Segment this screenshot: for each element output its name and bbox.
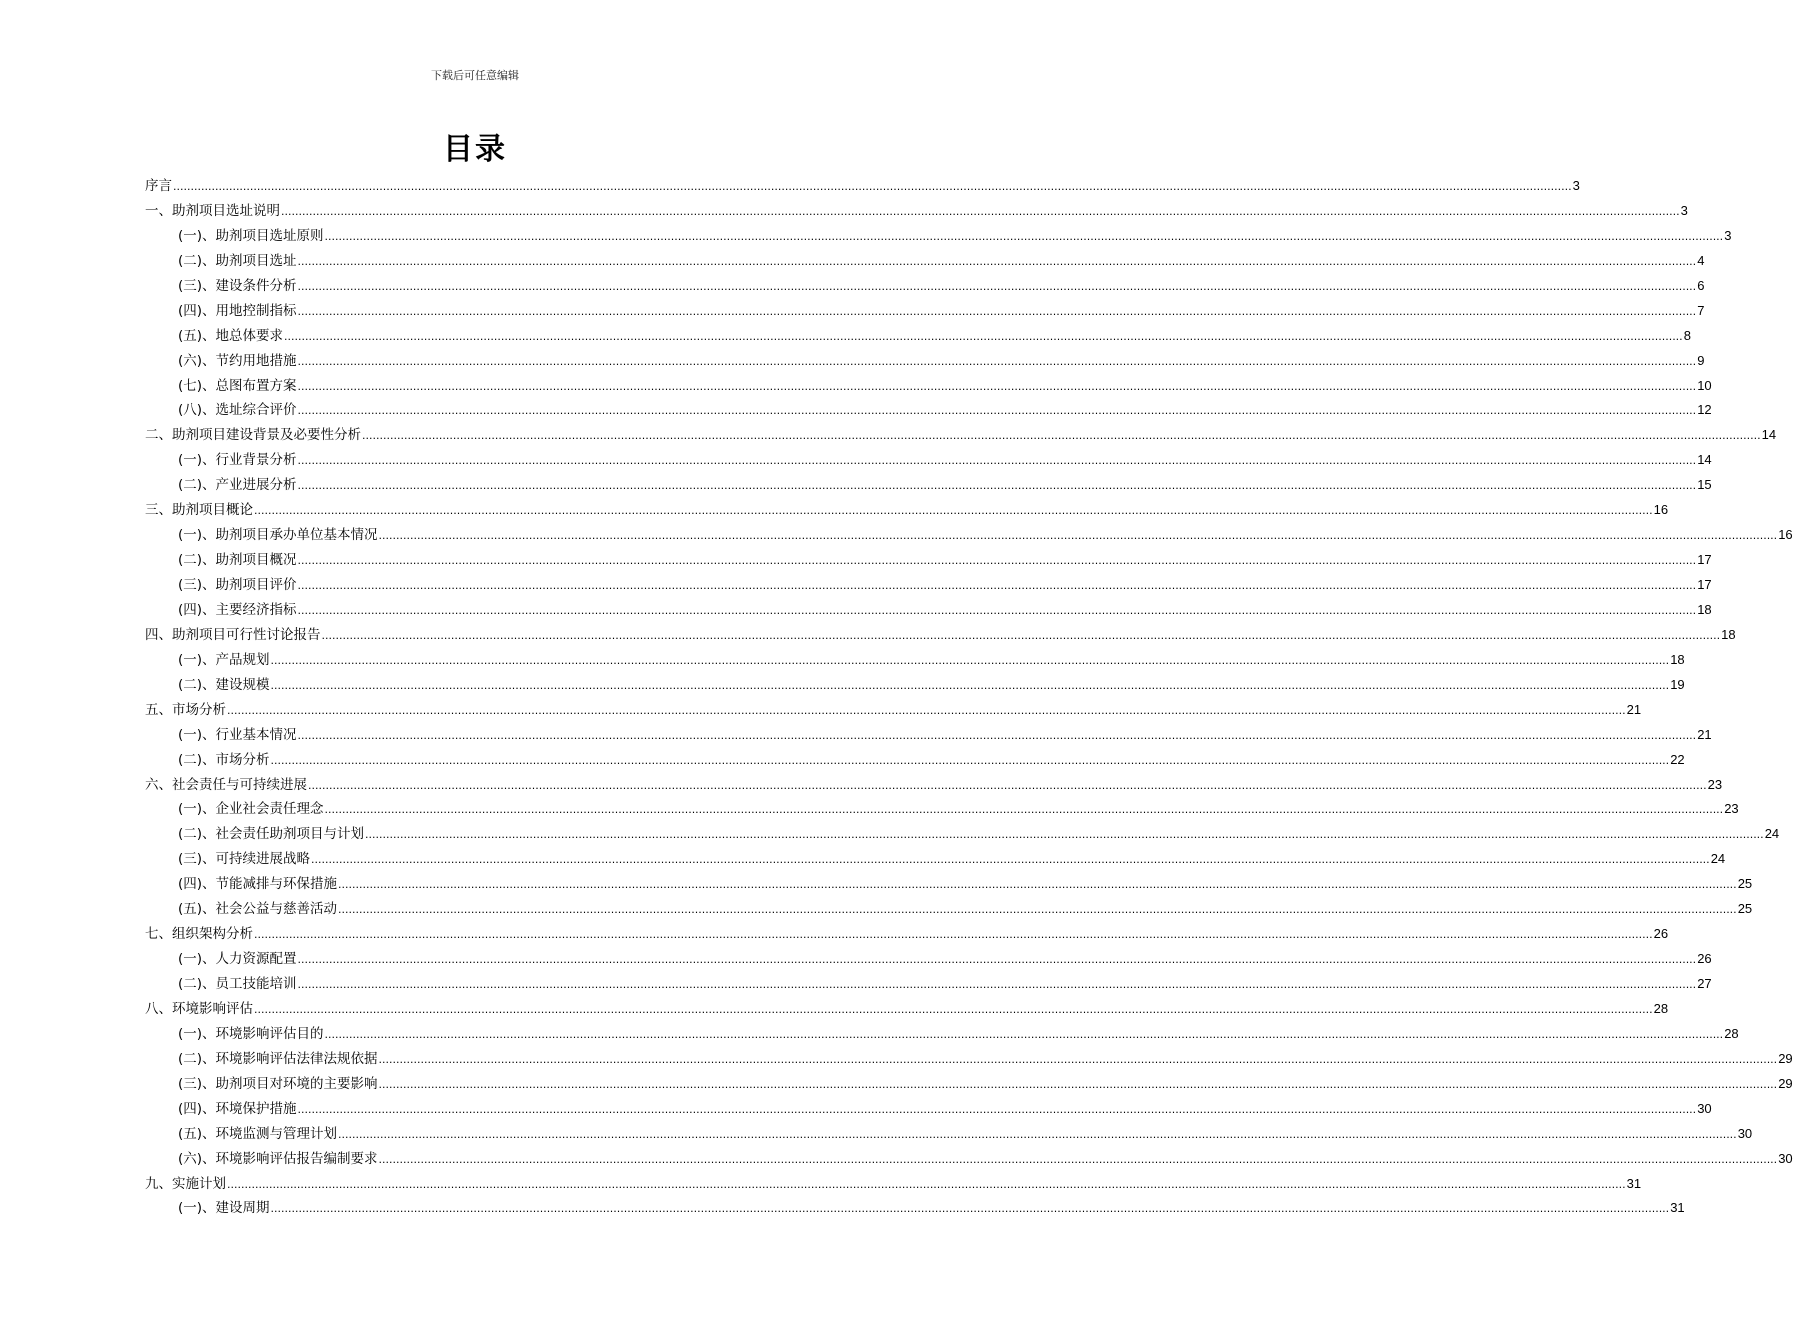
toc-entry-text: 四、助剂项目可行性讨论报告 bbox=[145, 626, 321, 643]
dot-leader: ................................................................................................................................................................................................................................................................................................................................................................................................................ bbox=[281, 204, 1680, 218]
toc-entry-text: (一)、助剂项目选址原则 bbox=[178, 227, 324, 244]
toc-entry-text: (八)、选址综合评价 bbox=[178, 402, 297, 419]
toc-entry[interactable] bbox=[145, 773, 1723, 798]
toc-entry-text: (三)、可持续进展战略 bbox=[178, 851, 311, 868]
dot-leader: ................................................................................................................................................................................................................................................................................................................................................................................................................ bbox=[297, 978, 1697, 991]
toc-page-number: 14 bbox=[1697, 452, 1712, 468]
dot-leader: ................................................................................................................................................................................................................................................................................................................................................................................................................ bbox=[284, 329, 1683, 343]
toc-entry-text: (一)、产品规划 bbox=[178, 651, 270, 668]
toc-page-number: 23 bbox=[1707, 776, 1723, 792]
dot-leader: ................................................................................................................................................................................................................................................................................................................................................................................................................ bbox=[297, 1102, 1697, 1116]
toc-page-number: 3 bbox=[1680, 202, 1688, 218]
toc-entry-text: (二)、助剂项目选址 bbox=[178, 252, 297, 269]
toc-entry[interactable] bbox=[145, 299, 1705, 324]
toc-page-number: 16 bbox=[1653, 502, 1669, 518]
toc-page-number: 21 bbox=[1697, 726, 1712, 742]
toc-page-number: 30 bbox=[1737, 1125, 1753, 1141]
toc-page-number: 4 bbox=[1697, 252, 1705, 268]
toc-entry-text: (三)、建设条件分析 bbox=[178, 277, 297, 294]
toc-entry-text: 二、助剂项目建设背景及必要性分析 bbox=[145, 427, 361, 444]
toc-page-number: 12 bbox=[1697, 402, 1712, 418]
toc-entry-text: 五、市场分析 bbox=[145, 701, 226, 718]
toc-entry[interactable] bbox=[145, 723, 1712, 748]
toc-page-number: 26 bbox=[1697, 951, 1712, 967]
toc-entry-text: (二)、助剂项目概况 bbox=[178, 552, 297, 569]
toc-entry[interactable] bbox=[145, 1072, 1793, 1097]
dot-leader: ................................................................................................................................................................................................................................................................................................................................................................................................................ bbox=[297, 953, 1697, 967]
toc-page-number: 18 bbox=[1670, 651, 1685, 667]
toc-page-number: 23 bbox=[1724, 801, 1739, 817]
dot-leader: ................................................................................................................................................................................................................................................................................................................................................................................................................ bbox=[324, 229, 1724, 243]
toc-page-number: 8 bbox=[1683, 327, 1691, 343]
toc-page-number: 29 bbox=[1778, 1075, 1793, 1091]
toc-page-number: 24 bbox=[1710, 851, 1726, 867]
toc-entry[interactable] bbox=[145, 648, 1685, 673]
toc-page-number: 31 bbox=[1626, 1175, 1642, 1191]
toc-entry[interactable] bbox=[145, 1172, 1642, 1197]
toc-entry-text: (一)、行业背景分析 bbox=[178, 452, 297, 469]
toc-entry[interactable] bbox=[145, 324, 1691, 349]
toc-entry-text: (七)、总图布置方案 bbox=[178, 377, 297, 394]
toc-entry-text: (五)、地总体要求 bbox=[178, 327, 284, 344]
toc-entry[interactable] bbox=[145, 398, 1712, 423]
dot-leader: ................................................................................................................................................................................................................................................................................................................................................................................................................ bbox=[321, 628, 1721, 642]
toc-entry[interactable] bbox=[145, 748, 1685, 773]
dot-leader: ................................................................................................................................................................................................................................................................................................................................................................................................................ bbox=[227, 703, 1626, 717]
toc-entry[interactable] bbox=[145, 548, 1712, 573]
toc-entry-text: (四)、用地控制指标 bbox=[178, 302, 297, 319]
toc-page-number: 30 bbox=[1697, 1100, 1712, 1116]
dot-leader: ................................................................................................................................................................................................................................................................................................................................................................................................................ bbox=[297, 554, 1697, 568]
toc-page-number: 15 bbox=[1697, 477, 1712, 493]
toc-title: 目录 bbox=[443, 132, 507, 167]
toc-entry[interactable] bbox=[145, 249, 1705, 274]
toc-page-number: 7 bbox=[1697, 302, 1705, 318]
toc-entry[interactable] bbox=[145, 349, 1705, 374]
toc-page-number: 16 bbox=[1778, 527, 1793, 543]
toc-entry[interactable] bbox=[145, 872, 1753, 897]
toc-page-number: 6 bbox=[1697, 277, 1705, 293]
toc-entry[interactable] bbox=[145, 1022, 1739, 1047]
toc-entry[interactable] bbox=[145, 822, 1780, 847]
dot-leader: ................................................................................................................................................................................................................................................................................................................................................................................................................ bbox=[297, 479, 1697, 493]
dot-leader: ................................................................................................................................................................................................................................................................................................................................................................................................................ bbox=[297, 603, 1697, 617]
toc-page-number: 21 bbox=[1626, 701, 1642, 717]
toc-entry-text: (一)、企业社会责任理念 bbox=[178, 801, 324, 818]
dot-leader: ................................................................................................................................................................................................................................................................................................................................................................................................................ bbox=[365, 828, 1764, 842]
toc-entry-text: 九、实施计划 bbox=[145, 1175, 226, 1192]
toc-entry-text: (四)、节能减排与环保措施 bbox=[178, 876, 338, 893]
dot-leader: ................................................................................................................................................................................................................................................................................................................................................................................................................ bbox=[270, 753, 1670, 767]
toc-entry-text: (一)、环境影响评估目的 bbox=[178, 1025, 324, 1042]
toc-entry[interactable] bbox=[145, 174, 1580, 199]
toc-entry-text: (一)、人力资源配置 bbox=[178, 951, 297, 968]
toc-entry[interactable] bbox=[145, 224, 1732, 249]
toc-entry[interactable] bbox=[145, 897, 1753, 922]
toc-entry-text: (二)、产业进展分析 bbox=[178, 477, 297, 494]
toc-entry[interactable] bbox=[145, 274, 1705, 299]
toc-page-number: 17 bbox=[1697, 552, 1712, 568]
toc-page-number: 28 bbox=[1653, 1000, 1669, 1016]
toc-entry[interactable] bbox=[145, 1147, 1793, 1172]
toc-entry[interactable] bbox=[145, 573, 1712, 598]
toc-entry-text: (四)、主要经济指标 bbox=[178, 601, 297, 618]
toc-page-number: 28 bbox=[1724, 1025, 1739, 1041]
dot-leader: ................................................................................................................................................................................................................................................................................................................................................................................................................ bbox=[297, 379, 1697, 393]
toc-entry-text: (一)、助剂项目承办单位基本情况 bbox=[178, 527, 378, 544]
toc-entry-text: (三)、助剂项目评价 bbox=[178, 577, 297, 593]
toc-entry[interactable] bbox=[145, 423, 1777, 448]
toc-entry-text: (三)、助剂项目对环境的主要影响 bbox=[178, 1075, 378, 1092]
toc-entry-text: (六)、环境影响评估报告编制要求 bbox=[178, 1150, 378, 1167]
toc-page-number: 30 bbox=[1778, 1150, 1793, 1166]
dot-leader: ................................................................................................................................................................................................................................................................................................................................................................................................................ bbox=[362, 429, 1761, 443]
dot-leader: ................................................................................................................................................................................................................................................................................................................................................................................................................ bbox=[297, 404, 1697, 418]
toc-entry[interactable] bbox=[145, 1196, 1685, 1221]
toc-page-number: 26 bbox=[1653, 926, 1669, 942]
toc-entry[interactable] bbox=[145, 498, 1669, 523]
dot-leader: ................................................................................................................................................................................................................................................................................................................................................................................................................ bbox=[270, 1202, 1670, 1216]
toc-page-number: 27 bbox=[1697, 976, 1712, 991]
toc-page-number: 19 bbox=[1670, 676, 1685, 692]
toc-entry[interactable] bbox=[145, 1097, 1712, 1122]
dot-leader: ................................................................................................................................................................................................................................................................................................................................................................................................................ bbox=[297, 454, 1697, 468]
dot-leader: ................................................................................................................................................................................................................................................................................................................................................................................................................ bbox=[297, 579, 1697, 592]
toc-entry[interactable] bbox=[145, 523, 1793, 548]
table-of-contents bbox=[145, 174, 1793, 1221]
dot-leader: ................................................................................................................................................................................................................................................................................................................................................................................................................ bbox=[297, 354, 1697, 368]
toc-page-number: 17 bbox=[1697, 577, 1712, 592]
toc-entry-text: 序言 bbox=[145, 178, 172, 194]
dot-leader: ................................................................................................................................................................................................................................................................................................................................................................................................................ bbox=[297, 254, 1697, 268]
toc-entry[interactable] bbox=[145, 473, 1712, 498]
dot-leader: ................................................................................................................................................................................................................................................................................................................................................................................................................ bbox=[324, 803, 1724, 817]
dot-leader: ................................................................................................................................................................................................................................................................................................................................................................................................................ bbox=[270, 653, 1670, 667]
toc-page-number: 9 bbox=[1697, 352, 1705, 368]
toc-entry[interactable] bbox=[145, 673, 1685, 698]
toc-page-number: 3 bbox=[1572, 178, 1580, 193]
toc-entry-text: (一)、建设周期 bbox=[178, 1200, 270, 1217]
toc-entry-text: 八、环境影响评估 bbox=[145, 1000, 253, 1017]
toc-entry[interactable] bbox=[145, 598, 1712, 623]
toc-entry[interactable] bbox=[145, 797, 1739, 822]
toc-entry-text: (五)、环境监测与管理计划 bbox=[178, 1125, 338, 1142]
toc-page-number: 18 bbox=[1721, 626, 1736, 642]
toc-entry-text: (六)、节约用地措施 bbox=[178, 352, 297, 369]
toc-entry[interactable] bbox=[145, 997, 1669, 1022]
toc-entry[interactable] bbox=[145, 374, 1712, 399]
toc-entry[interactable] bbox=[145, 623, 1736, 648]
toc-entry[interactable] bbox=[145, 1122, 1753, 1147]
dot-leader: ................................................................................................................................................................................................................................................................................................................................................................................................................ bbox=[324, 1027, 1724, 1041]
dot-leader: ................................................................................................................................................................................................................................................................................................................................................................................................................ bbox=[254, 1002, 1653, 1016]
toc-page-number: 24 bbox=[1764, 826, 1780, 842]
toc-entry[interactable] bbox=[145, 1047, 1793, 1072]
dot-leader: ................................................................................................................................................................................................................................................................................................................................................................................................................ bbox=[297, 279, 1697, 293]
toc-entry[interactable] bbox=[145, 448, 1712, 473]
dot-leader: ................................................................................................................................................................................................................................................................................................................................................................................................................ bbox=[254, 928, 1653, 942]
toc-entry[interactable] bbox=[145, 698, 1642, 723]
toc-page-number: 22 bbox=[1670, 751, 1685, 767]
dot-leader: ................................................................................................................................................................................................................................................................................................................................................................................................................ bbox=[311, 853, 1710, 867]
toc-page-number: 14 bbox=[1761, 427, 1777, 443]
dot-leader: ................................................................................................................................................................................................................................................................................................................................................................................................................ bbox=[308, 778, 1707, 792]
toc-entry-text: (二)、建设规模 bbox=[178, 676, 270, 693]
dot-leader: ................................................................................................................................................................................................................................................................................................................................................................................................................ bbox=[378, 529, 1778, 543]
dot-leader: ................................................................................................................................................................................................................................................................................................................................................................................................................ bbox=[254, 504, 1653, 518]
toc-entry[interactable] bbox=[145, 922, 1669, 947]
dot-leader: ................................................................................................................................................................................................................................................................................................................................................................................................................ bbox=[378, 1052, 1778, 1066]
toc-entry-text: (五)、社会公益与慈善活动 bbox=[178, 901, 338, 918]
dot-leader: ................................................................................................................................................................................................................................................................................................................................................................................................................ bbox=[378, 1077, 1778, 1091]
toc-entry[interactable] bbox=[145, 972, 1712, 997]
toc-page-number: 3 bbox=[1724, 227, 1732, 243]
toc-entry[interactable] bbox=[145, 847, 1726, 872]
dot-leader: ................................................................................................................................................................................................................................................................................................................................................................................................................ bbox=[297, 304, 1697, 318]
toc-entry-text: 三、助剂项目概论 bbox=[145, 502, 253, 519]
page-header: 下载后可任意编辑 bbox=[431, 69, 519, 82]
toc-page-number: 31 bbox=[1670, 1200, 1685, 1216]
dot-leader: ................................................................................................................................................................................................................................................................................................................................................................................................................ bbox=[297, 728, 1697, 742]
toc-page-number: 25 bbox=[1737, 901, 1753, 917]
toc-entry-text: (四)、环境保护措施 bbox=[178, 1100, 297, 1117]
dot-leader: ................................................................................................................................................................................................................................................................................................................................................................................................................ bbox=[378, 1152, 1778, 1166]
dot-leader: ................................................................................................................................................................................................................................................................................................................................................................................................................ bbox=[338, 903, 1737, 917]
toc-page-number: 10 bbox=[1697, 377, 1712, 393]
toc-page-number: 18 bbox=[1697, 601, 1712, 617]
dot-leader: ................................................................................................................................................................................................................................................................................................................................................................................................................ bbox=[338, 1127, 1737, 1141]
dot-leader: ................................................................................................................................................................................................................................................................................................................................................................................................................ bbox=[173, 180, 1572, 193]
dot-leader: ................................................................................................................................................................................................................................................................................................................................................................................................................ bbox=[338, 878, 1737, 892]
toc-entry-text: (二)、市场分析 bbox=[178, 751, 270, 768]
dot-leader: ................................................................................................................................................................................................................................................................................................................................................................................................................ bbox=[270, 678, 1670, 692]
toc-entry-text: 一、助剂项目选址说明 bbox=[145, 202, 280, 219]
toc-entry[interactable] bbox=[145, 947, 1712, 972]
toc-entry[interactable] bbox=[145, 199, 1688, 224]
toc-entry-text: 六、社会责任与可持续进展 bbox=[145, 776, 307, 793]
toc-entry-text: (二)、环境影响评估法律法规依据 bbox=[178, 1050, 378, 1067]
toc-entry-text: (二)、员工技能培训 bbox=[178, 976, 297, 992]
toc-entry-text: (二)、社会责任助剂项目与计划 bbox=[178, 826, 365, 843]
toc-entry-text: 七、组织架构分析 bbox=[145, 926, 253, 943]
dot-leader: ................................................................................................................................................................................................................................................................................................................................................................................................................ bbox=[227, 1177, 1626, 1191]
toc-entry-text: (一)、行业基本情况 bbox=[178, 726, 297, 743]
toc-page-number: 29 bbox=[1778, 1050, 1793, 1066]
toc-page-number: 25 bbox=[1737, 876, 1753, 892]
